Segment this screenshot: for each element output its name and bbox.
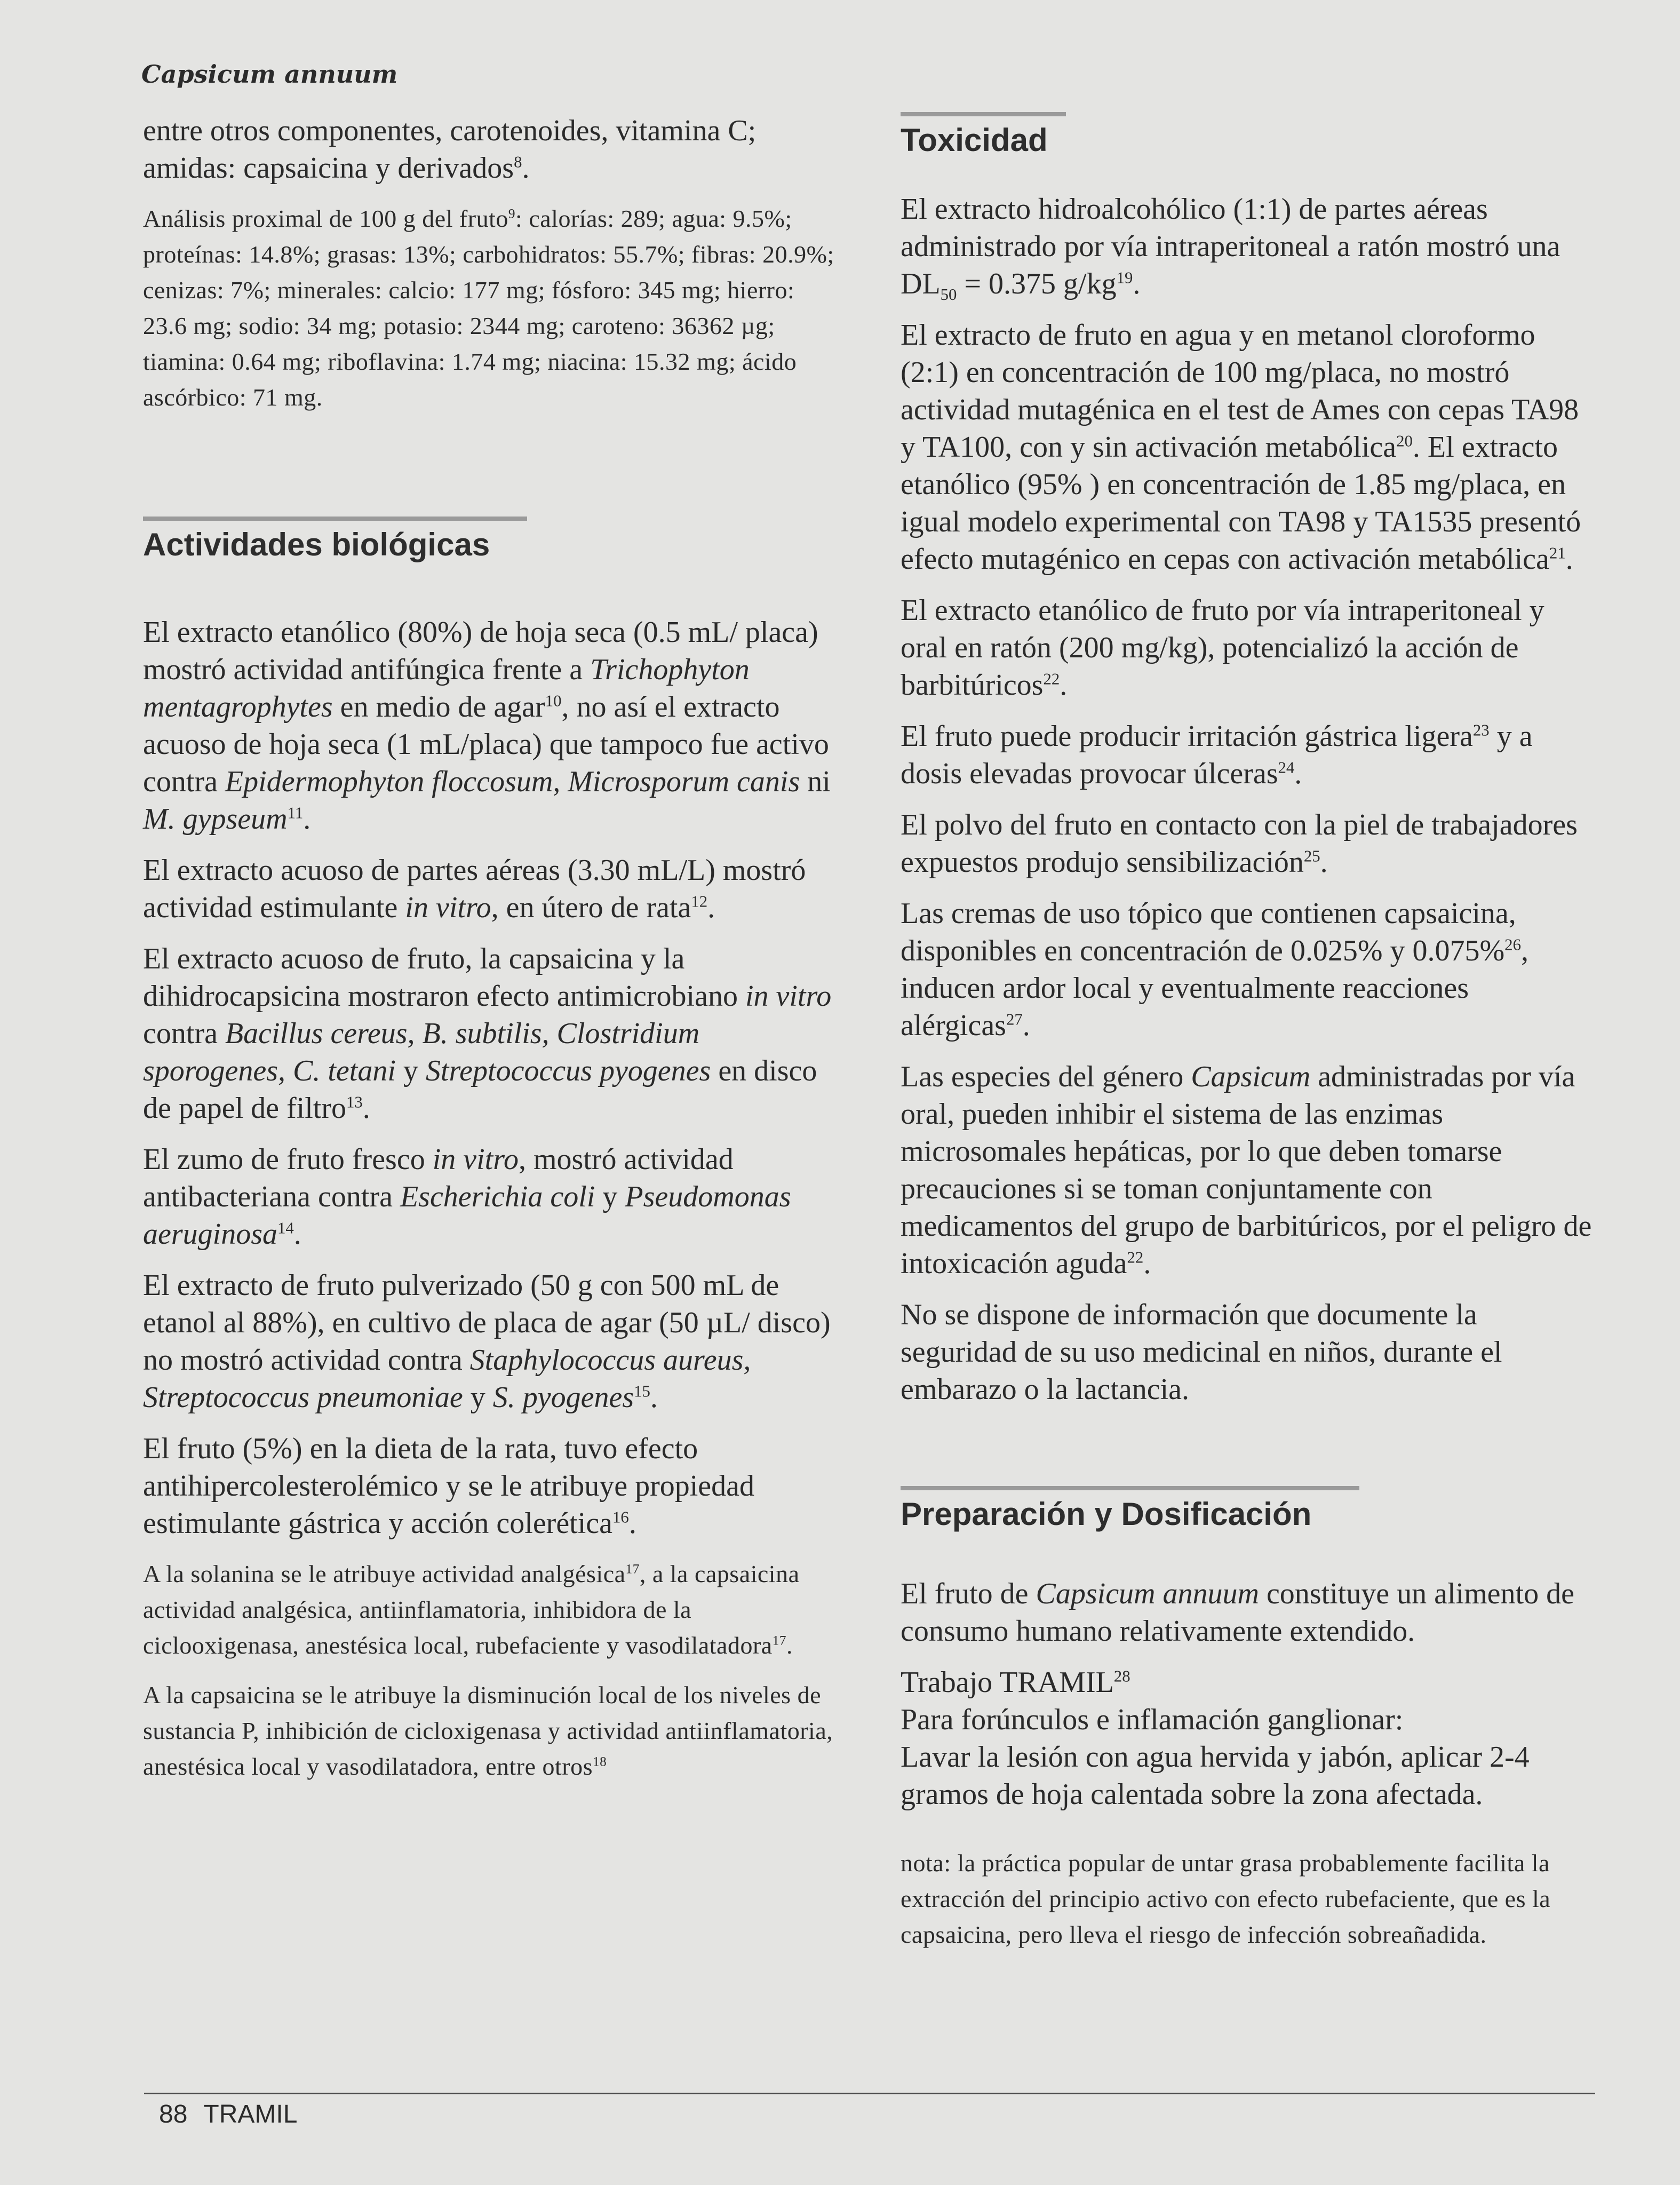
right-column <box>901 112 1594 1966</box>
proximal-analysis: Análisis proximal de 100 g del fruto$^9$: calorías: 289; agua: 9.5%; proteínas: 14.8%; grasas: 13%; carbohidratos: 55.7%; fibras: 20.9%; cenizas: 7%; minerales: calcio: 177 mg; fósforo: 345 mg; hierro: 23.6 mg; sodio: 34 mg; potasio: 2344 mg; caroteno: 36362 µg; tiamina: 0.64 mg; riboflavina: 1.74 mg; niacina: 15.32 mg; ácido ascórbico: 71 mg. <box>143 205 834 411</box>
bio-paragraph-2: El extracto acuoso de partes aéreas (3.30 mL/L) mostró actividad estimulante in vitro, en útero de rata$^{12}$. <box>143 854 806 924</box>
bio-paragraph-4: El zumo de fruto fresco in vitro, mostró actividad antibacteriana contra Escherichia coli y Pseudomonas aeruginosa$^{14}$. <box>143 1143 791 1251</box>
bio-paragraph-7: A la solanina se le atribuye actividad analgésica$^{17}$, a la capsaicina actividad analgésica, antiinflamatoria, inhibidora de la ciclooxigenasa, anestésica local, rubefaciente y vasodilatadora$^{17}$. <box>143 1560 800 1659</box>
prep-instructions: Lavar la lesión con agua hervida y jabón, aplicar 2-4 gramos de hoja calentada sobre la zona afectada. <box>901 1741 1530 1811</box>
bio-paragraph-1: El extracto etanólico (80%) de hoja seca (0.5 mL/ placa) mostró actividad antifúngica frente a Trichophyton mentagrophytes en medio de agar$^{10}$, no así el extracto acuoso de hoja seca (1 mL/placa) que tampoco fue activo contra Epidermophyton floccosum, Microsporum canis ni M. gypseum$^{11}$. <box>143 616 831 836</box>
section-heading-preparation: Preparación y Dosificación <box>901 1496 1312 1532</box>
prep-note: nota: la práctica popular de untar grasa probablemente facilita la extracción del principio activo con efecto rubefaciente, que es la capsaicina, pero lleva el riesgo de infección sobreañadida. <box>901 1849 1551 1948</box>
tox-paragraph-3: El extracto etanólico de fruto por vía intraperitoneal y oral en ratón (200 mg/kg), potencializó la acción de barbitúricos$^{22}$. <box>901 594 1544 702</box>
footer-rule <box>144 2093 1595 2094</box>
bio-paragraph-8: A la capsaicina se le atribuye la disminución local de los niveles de sustancia P, inhibición de cicloxigenasa y actividad antiinflamatoria, anestésica local y vasodilatadora, entre otros$^{18}$ <box>143 1681 833 1780</box>
running-head: Capsicum annuum <box>141 60 398 89</box>
prep-tramil-block: Trabajo TRAMIL$^{28}$ Para forúnculos e inflamación ganglionar: <box>901 1666 1404 1736</box>
tox-paragraph-8: No se dispone de información que documente la seguridad de su uso medicinal en niños, durante el embarazo o la lactancia. <box>901 1298 1502 1406</box>
tox-paragraph-1: El extracto hidroalcohólico (1:1) de partes aéreas administrado por vía intraperitoneal a ratón mostró una $DL_{50} = 0.375$ $g/kg^{19}$. <box>901 193 1560 304</box>
intro-paragraph: entre otros componentes, carotenoides, vitamina C; amidas: capsaicina y derivados$^8$. <box>143 114 757 185</box>
page-footer <box>159 2100 297 2129</box>
section-rule <box>901 112 1066 116</box>
bio-paragraph-3: El extracto acuoso de fruto, la capsaicina y la dihidrocapsicina mostraron efecto antimicrobiano in vitro contra Bacillus cereus, B. subtilis, Clostridium sporogenes, C. tetani y Streptococcus pyogenes en disco de papel de filtro$^{13}$. <box>143 942 832 1125</box>
bio-paragraph-5: El extracto de fruto pulverizado (50 g con 500 mL de etanol al 88%), en cultivo de placa de agar (50 µL/ disco) no mostró actividad contra Staphylococcus aureus, Streptococcus pneumoniae y S. pyogenes$^{15}$. <box>143 1269 831 1414</box>
tox-paragraph-5: El polvo del fruto en contacto con la piel de trabajadores expuestos produjo sensibilización$^{25}$. <box>901 808 1578 879</box>
tox-paragraph-7: Las especies del género Capsicum administradas por vía oral, pueden inhibir el sistema de las enzimas microsomales hepáticas, por lo que deben tomarse precauciones si se toman conjuntamente con medicamentos del grupo de barbitúricos, por el peligro de intoxicación aguda$^{22}$. <box>901 1060 1592 1280</box>
tox-paragraph-4: El fruto puede producir irritación gástrica ligera$^{23}$ y a dosis elevadas provocar úlceras$^{24}$. <box>901 720 1533 790</box>
section-rule <box>143 517 527 521</box>
left-column <box>143 112 837 1798</box>
section-rule <box>901 1486 1359 1490</box>
section-heading-toxicity: Toxicidad <box>901 122 1048 158</box>
bio-paragraph-6: El fruto (5%) en la dieta de la rata, tuvo efecto antihipercolesterolémico y se le atribuye propiedad estimulante gástrica y acción colerética$^{16}$. <box>143 1432 755 1540</box>
section-heading-bio: Actividades biológicas <box>143 527 490 562</box>
tox-paragraph-6: Las cremas de uso tópico que contienen capsaicina, disponibles en concentración de 0.025% y 0.075%$^{26}$, inducen ardor local y eventualmente reacciones alérgicas$^{27}$. <box>901 897 1528 1042</box>
footer-brand: TRAMIL <box>203 2100 298 2128</box>
tox-paragraph-2: El extracto de fruto en agua y en metanol cloroformo (2:1) en concentración de 100 mg/placa, no mostró actividad mutagénica en el test de Ames con cepas TA98 y TA100, con y sin activación metabólica$^{20}$. El extracto etanólico (95% ) en concentración de 1.85 mg/placa, en igual modelo experimental con TA98 y TA1535 presentó efecto mutagénico en cepas con activación metabólica$^{21}$. <box>901 319 1581 576</box>
prep-paragraph-1: El fruto de Capsicum annuum constituye un alimento de consumo humano relativamente extendido. <box>901 1577 1574 1648</box>
page-number: 88 <box>159 2100 188 2128</box>
